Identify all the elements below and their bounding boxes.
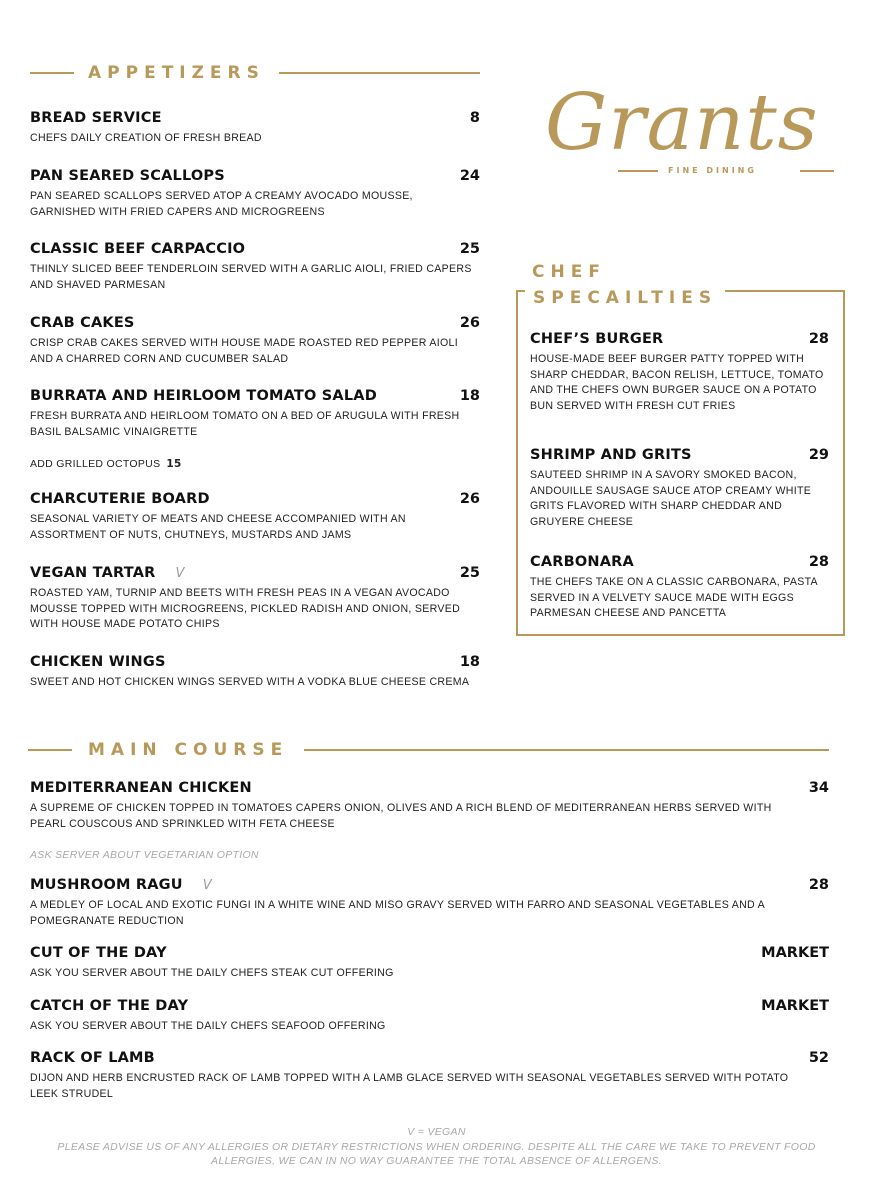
item-description: ROASTED YAM, TURNIP AND BEETS WITH FRESH PEAS IN A VEGAN AVOCADO MOUSSE TOPPED WITH MICROGREENS, PICKLED RADISH AND ONION, SERVED WITH HOUSE MADE POTATO CHIPS [30,587,461,630]
item-price: 52 [808,1050,829,1066]
specialties-title-line2: SPECAILTIES [525,288,725,308]
item-price: 26 [459,315,480,331]
allergy-disclaimer-line1: PLEASE ADVISE US OF ANY ALLERGIES OR DIETARY RESTRICTIONS WHEN ORDERING. DESPITE ALL THE CARE WE TAKE TO PREVENT FOOD [57,1140,816,1153]
addon-price: 15 [166,458,182,470]
menu-item [30,998,829,1035]
footer [0,1125,873,1169]
item-price: 8 [469,110,480,126]
item-price: 34 [808,780,829,796]
item-name-text: MUSHROOM RAGU [30,877,183,893]
item-price: MARKET [761,998,829,1014]
item-description: HOUSE-MADE BEEF BURGER PATTY TOPPED WITH SHARP CHEDDAR, BACON RELISH, LETTUCE, TOMATO AND THE CHEFS OWN BURGER SAUCE ON A POTATO BUN SERVED WITH FRESH CUT FRIES [530,353,824,412]
item-description: FRESH BURRATA AND HEIRLOOM TOMATO ON A BED OF ARUGULA WITH FRESH BASIL BALSAMIC VINAIGRETTE [30,410,460,438]
item-name: MEDITERRANEAN CHICKEN [30,780,252,796]
item-description: THE CHEFS TAKE ON A CLASSIC CARBONARA, PASTA SERVED IN A VELVETY SAUCE MADE WITH EGGS PARMESAN CHEESE AND PANCETTA [530,576,818,619]
item-name: BURRATA AND HEIRLOOM TOMATO SALAD [30,388,377,404]
menu-item [30,945,829,982]
item-description: A MEDLEY OF LOCAL AND EXOTIC FUNGI IN A WHITE WINE AND MISO GRAVY SERVED WITH FARRO AND SEASONAL VEGETABLES AND A POMEGRANATE REDUCTION [30,899,765,927]
item-price: 28 [808,331,829,347]
item-name: CUT OF THE DAY [30,945,167,961]
item-description: THINLY SLICED BEEF TENDERLOIN SERVED WITH A GARLIC AIOLI, FRIED CAPERS AND SHAVED PARMESAN [30,263,472,291]
item-price: 28 [808,554,829,570]
main-course-header [28,740,829,760]
logo-subtitle: FINE DINING [668,166,757,175]
item-name-text: VEGAN TARTAR [30,565,156,581]
item-price: 28 [808,877,829,893]
item-description: A SUPREME OF CHICKEN TOPPED IN TOMATOES CAPERS ONION, OLIVES AND A RICH BLEND OF MEDITERRANEAN HERBS SERVED WITH PEARL COUSCOUS AND SPRINKLED WITH FETA CHEESE [30,802,772,830]
item-name: CHICKEN WINGS [30,654,166,670]
menu-item [30,780,829,832]
item-name: CARBONARA [530,554,634,570]
item-name: CHEF’S BURGER [530,331,664,347]
menu-item [530,554,829,622]
item-description: PAN SEARED SCALLOPS SERVED ATOP A CREAMY AVOCADO MOUSSE, GARNISHED WITH FRIED CAPERS AND MICROGREENS [30,190,413,218]
vegan-legend: V = VEGAN [407,1126,466,1138]
menu-item [30,168,480,220]
divider [304,749,829,751]
menu-item [30,315,480,367]
item-name: RACK OF LAMB [30,1050,155,1066]
item-description: CHEFS DAILY CREATION OF FRESH BREAD [30,132,262,144]
divider [279,72,480,74]
addon-note [30,458,182,470]
item-price: 29 [808,447,829,463]
section-title: APPETIZERS [88,63,265,83]
item-description: SAUTEED SHRIMP IN A SAVORY SMOKED BACON, ANDOUILLE SAUSAGE SAUCE ATOP CREAMY WHITE GRITS FLAVORED WITH SHARP CHEDDAR AND GRUYERE CHEESE [530,469,812,528]
divider [28,749,72,751]
item-price: 18 [459,388,480,404]
menu-item [530,331,829,414]
logo-rule-right [800,170,834,172]
menu-item [30,241,480,293]
item-name: CATCH OF THE DAY [30,998,189,1014]
appetizers-header [30,63,480,83]
vegetarian-note: ASK SERVER ABOUT VEGETARIAN OPTION [30,849,259,861]
item-name: SHRIMP AND GRITS [530,447,692,463]
item-name [30,877,212,893]
menu-item [30,654,480,691]
allergy-disclaimer-line2: ALLERGIES, WE CAN IN NO WAY GUARANTEE THE TOTAL ABSENCE OF ALLERGENS. [211,1155,662,1167]
item-price: 26 [459,491,480,507]
item-description: SEASONAL VARIETY OF MEATS AND CHEESE ACCOMPANIED WITH AN ASSORTMENT OF NUTS, CHUTNEYS, MUSTARDS AND JAMS [30,513,406,541]
item-price: 18 [459,654,480,670]
item-description: CRISP CRAB CAKES SERVED WITH HOUSE MADE ROASTED RED PEPPER AIOLI AND A CHARRED CORN AND CUCUMBER SALAD [30,337,458,365]
item-price: 25 [459,241,480,257]
item-description: ASK YOU SERVER ABOUT THE DAILY CHEFS STEAK CUT OFFERING [30,967,394,979]
item-name: CHARCUTERIE BOARD [30,491,210,507]
item-description: ASK YOU SERVER ABOUT THE DAILY CHEFS SEAFOOD OFFERING [30,1020,386,1032]
logo-wordmark: Grants [545,78,819,168]
menu-item [30,388,480,440]
menu-item [30,565,480,633]
item-name: BREAD SERVICE [30,110,162,126]
item-price: MARKET [761,945,829,961]
menu-item [530,447,829,530]
item-name [30,565,185,581]
item-price: 24 [459,168,480,184]
item-price: 25 [459,565,480,581]
vegan-mark: V [202,878,212,893]
item-description: DIJON AND HERB ENCRUSTED RACK OF LAMB TOPPED WITH A LAMB GLACE SERVED WITH SEASONAL VEGETABLES SERVED WITH POTATO LEEK STRUDEL [30,1072,789,1100]
section-title: MAIN COURSE [88,740,289,760]
vegan-mark: V [175,566,185,581]
menu-item [30,110,480,147]
item-description: SWEET AND HOT CHICKEN WINGS SERVED WITH A VODKA BLUE CHEESE CREMA [30,676,470,688]
item-name: CLASSIC BEEF CARPACCIO [30,241,246,257]
item-name: CRAB CAKES [30,315,135,331]
menu-item [30,1050,829,1102]
divider [30,72,74,74]
specialties-title-line1: CHEF [532,262,612,282]
menu-item [30,491,480,543]
logo-rule-left [618,170,658,172]
menu-item [30,877,829,929]
addon-label: ADD GRILLED OCTOPUS [30,458,161,470]
item-name: PAN SEARED SCALLOPS [30,168,225,184]
